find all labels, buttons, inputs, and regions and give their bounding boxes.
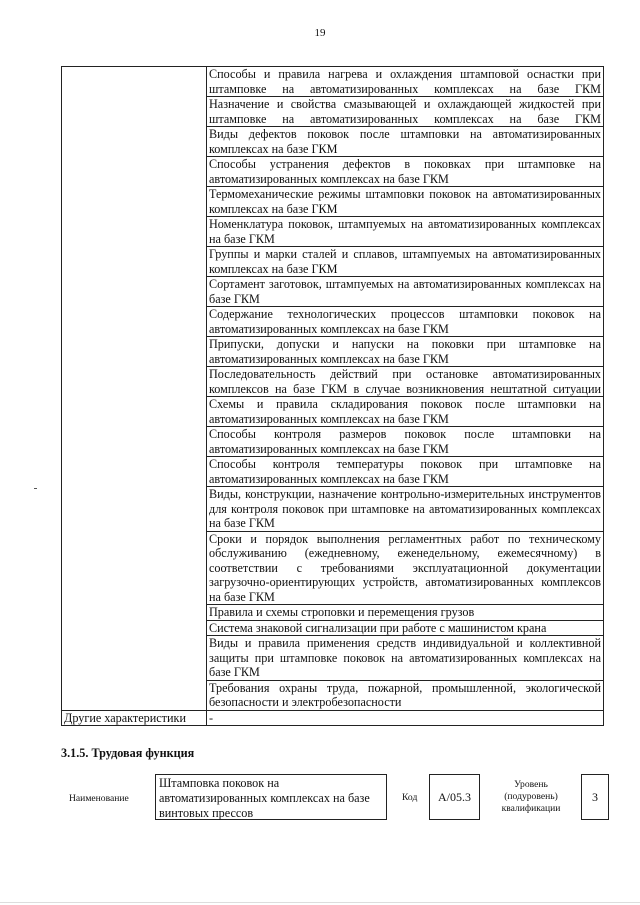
requirement-item: Назначение и свойства смазывающей и охлаждающей жидкостей при штамповке на автоматизированных комплексах на базе ГКМ bbox=[207, 97, 604, 127]
scan-edge bbox=[0, 902, 640, 903]
requirement-item: Сортамент заготовок, штампуемых на автоматизированных комплексах на базе ГКМ bbox=[207, 277, 604, 307]
requirement-item: Номенклатура поковок, штампуемых на автоматизированных комплексах на базе ГКМ bbox=[207, 217, 604, 247]
function-code-value: А/05.3 bbox=[429, 774, 480, 820]
requirement-item: Сроки и порядок выполнения регламентных работ по техническому обслуживанию (ежедневному, еженедельному, ежемесячному) в соответствии с требованиями эксплуатационной документации загрузочно-ориентирующих устройств, автоматизированных комплексов на базе ГКМ bbox=[207, 531, 604, 605]
qualification-level-value: 3 bbox=[581, 774, 609, 820]
function-name-label: Наименование bbox=[69, 793, 129, 804]
requirements-left-cell bbox=[62, 67, 207, 711]
requirement-item: Правила и схемы строповки и перемещения грузов bbox=[207, 605, 604, 621]
requirement-item: Способы контроля температуры поковок при штамповке на автоматизированных комплексах на базе ГКМ bbox=[207, 457, 604, 487]
requirements-table bbox=[61, 66, 604, 726]
other-characteristics-label: Другие характеристики bbox=[62, 710, 207, 725]
function-code-label: Код bbox=[402, 792, 418, 803]
table-row bbox=[62, 67, 604, 97]
function-name-value: Штамповка поковок на автоматизированных комплексах на базе винтовых прессов bbox=[155, 774, 387, 820]
scan-mark bbox=[34, 488, 37, 489]
requirement-item: Содержание технологических процессов штамповки поковок на автоматизированных комплексах на базе ГКМ bbox=[207, 307, 604, 337]
page-number: 19 bbox=[314, 27, 326, 39]
requirement-item: Способы контроля размеров поковок после штамповки на автоматизированных комплексах на базе ГКМ bbox=[207, 427, 604, 457]
requirement-item: Виды дефектов поковок после штамповки на автоматизированных комплексах на базе ГКМ bbox=[207, 127, 604, 157]
requirement-item: Способы и правила нагрева и охлаждения штамповой оснастки при штамповке на автоматизированных комплексах на базе ГКМ bbox=[207, 67, 604, 97]
table-row bbox=[62, 710, 604, 725]
requirement-item: Термомеханические режимы штамповки поковок на автоматизированных комплексах на базе ГКМ bbox=[207, 187, 604, 217]
qualification-level-label: Уровень (подуровень) квалификации bbox=[501, 779, 561, 814]
requirement-item: Последовательность действий при остановке автоматизированных комплексов на базе ГКМ в случае возникновения нештатной ситуации bbox=[207, 367, 604, 397]
requirement-item: Способы устранения дефектов в поковках при штамповке на автоматизированных комплексах на базе ГКМ bbox=[207, 157, 604, 187]
requirement-item: Система знаковой сигнализации при работе с машинистом крана bbox=[207, 620, 604, 636]
requirement-item: Требования охраны труда, пожарной, промышленной, экологической безопасности и электробезопасности bbox=[207, 680, 604, 710]
requirement-item: Группы и марки сталей и сплавов, штампуемых на автоматизированных комплексах на базе ГКМ bbox=[207, 247, 604, 277]
requirement-item: Схемы и правила складирования поковок после штамповки на автоматизированных комплексах на базе ГКМ bbox=[207, 397, 604, 427]
requirement-item: Припуски, допуски и напуски на поковки при штамповке на автоматизированных комплексах на базе ГКМ bbox=[207, 337, 604, 367]
other-characteristics-value: - bbox=[207, 710, 604, 725]
requirement-item: Виды, конструкции, назначение контрольно-измерительных инструментов для контроля поковок при штамповке на автоматизированных комплексах на базе ГКМ bbox=[207, 487, 604, 532]
section-title: 3.1.5. Трудовая функция bbox=[61, 746, 195, 760]
requirement-item: Виды и правила применения средств индивидуальной и коллективной защиты при штамповке поковок на автоматизированных комплексах на базе ГКМ bbox=[207, 636, 604, 681]
